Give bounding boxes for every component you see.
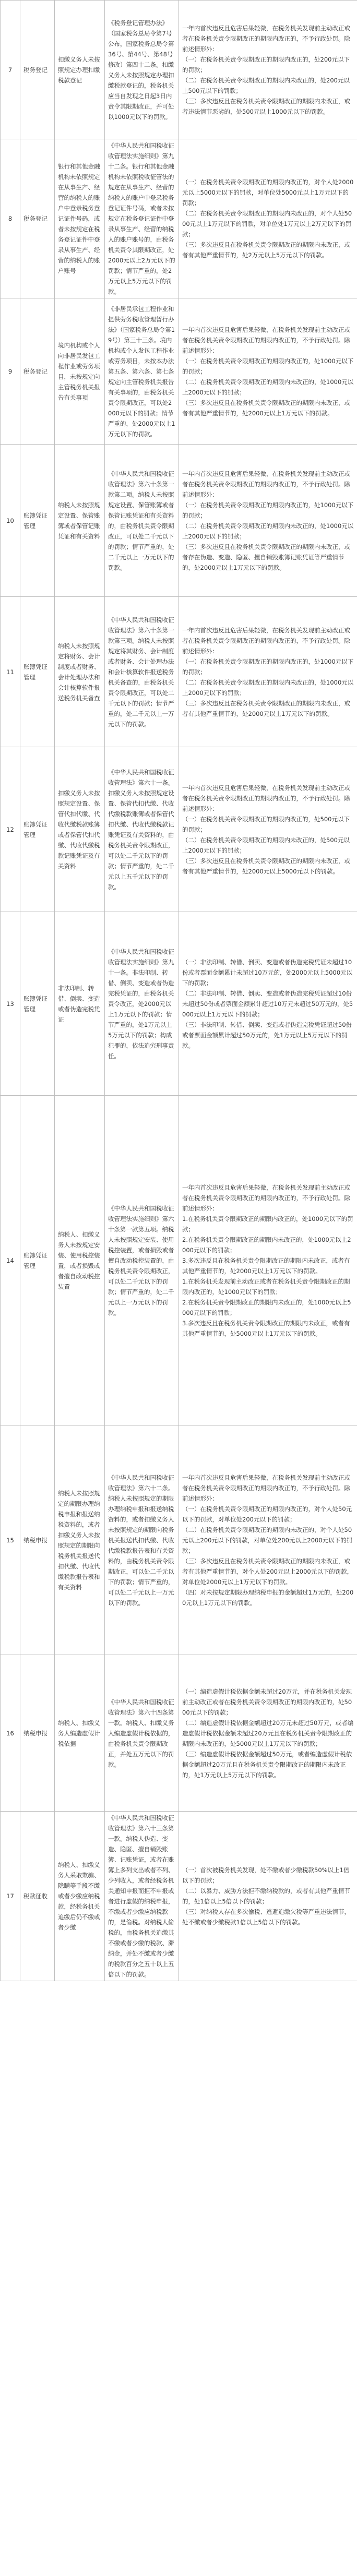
table-row [1, 1425, 357, 1655]
penalty-clause: 3.多次违反且在税务机关责令限期改正的期限内未改正，或者有其他严重情节的，处2000元以上1万元以下的罚款。 [182, 1256, 350, 1275]
violation-circumstance: 境内机构或个人向非居民发包工程作业或劳务项目，未按规定向主管税务机关报告有关事项 [55, 298, 105, 445]
row-number: 8 [1, 139, 20, 298]
penalty-standard [179, 1, 357, 139]
penalty-standard [179, 445, 357, 597]
penalty-clause: （二）非法印制、转借、倒卖、变造或者伪造完税凭证超过10份未超过50份或者票面金额累计超过10万元未超过50万元的，处5000元以上1万元以下的罚款； [182, 989, 353, 1018]
penalty-clause: （四）对未按规定期限办理纳税申报的金额超过1万元的，处2000元以上1万元以下的罚款。 [182, 1588, 354, 1607]
table-row [1, 1812, 357, 1981]
penalty-clause: （二）在税务机关责令限期改正的期限内未改正的，处500元以上2000元以下的罚款； [182, 836, 350, 854]
penalty-clause: （三）多次违反且在税务机关责令限期改正的期限内未改正，或者有其他严重情节的，处2万元以上5万元以下的罚款。 [182, 241, 350, 259]
legal-basis: 《税务登记管理办法》（国家税务总局令第7号公布，国家税务总局令第36号、第44号、第48号修改）第四十二条。扣缴义务人未按照规定办理扣缴税款登记的，税务机关应当自发现之日起3日内责令其限期改正，并可处以1000元以下的罚款。 [105, 1, 179, 139]
violation-category: 纳税申报 [20, 1655, 55, 1812]
penalty-clause: （三）对纳税人存在多次偷税、逃避追缴欠税等严重违法情节，处不缴或者少缴税款1倍以上5倍以下的罚款。 [182, 1908, 350, 1926]
penalty-clause: （二）以暴力、威胁方法拒不缴纳税款的，或者有其他严重情节的，处1倍以上5倍以下的罚款； [182, 1887, 350, 1905]
table-row [1, 298, 357, 445]
penalty-clause: （一）非法印制、转借、倒卖、变造或者伪造完税凭证未超过10份或者票面金额累计未超过10万元的，处2000元以上5000元以下的罚款； [182, 958, 353, 987]
penalty-clause: 一年内首次违反且危害后果轻微，在税务机关发现前主动改正或者在税务机关责令限期改正的期限内改正的，不予行政处罚。除前述情形外： [182, 326, 350, 354]
penalty-standard [179, 912, 357, 1096]
table-row [1, 445, 357, 597]
penalty-clause: （三）多次违反且在税务机关责令限期改正的期限内未改正，或者有其他严重情节的，处2000元以上1万元以下的罚款。 [182, 399, 350, 417]
penalty-clause: （三）编造虚假计税依据金额超过50万元，或者编造虚假计税依据金额超过20万元且在税务机关责令限期改正的期限内未改正的，处1万元以上5万元以下的罚款。 [182, 1750, 352, 1779]
violation-category: 纳税申报 [20, 1425, 55, 1655]
violation-circumstance: 扣缴义务人未按照规定设置、保管代扣代缴、代收代缴税款账簿或者保管代扣代缴、代收代缴税款记账凭证及有关资料 [55, 747, 105, 912]
penalty-clause: 3.多次违反且在税务机关责令限期改正的期限内未改正，或者有其他严重情节的，处5000元以上1万元以下的罚款。 [182, 1319, 350, 1337]
violation-category: 账簿凭证管理 [20, 597, 55, 747]
penalty-clause: 一年内首次违反且危害后果轻微，在税务机关发现前主动改正或者在税务机关责令限期改正的期限内改正的，不予行政处罚。除前述情形外： [182, 626, 350, 655]
penalty-clause: 一年内首次违反且危害后果轻微，在税务机关发现前主动改正或者在税务机关责令限期改正的期限内改正的，不予行政处罚。除前述情形外： [182, 470, 350, 498]
row-number: 11 [1, 597, 20, 747]
table-row [1, 1, 357, 139]
penalty-clause: （一）在税务机关责令限期改正的期限内改正的，对个人处50元以下的罚款，对单位处200元以下的罚款； [182, 1505, 352, 1523]
legal-basis: 《中华人民共和国税收征收管理法》第六十二条。纳税人未按照规定的期限办理纳税申报和报送纳税资料的，或者扣缴义务人未按照规定的期限向税务机关报送代扣代缴、代收代缴税款报告表和有关资料的，由税务机关责令限期改正，可以处二千元以下的罚款；情节严重的，可以处二千元以上一万元以下的罚款。 [105, 1425, 179, 1655]
violation-circumstance: 纳税人、扣缴义务人未按规定安装、使用税控装置，或者损毁或者擅自改动税控装置 [55, 1096, 105, 1425]
penalty-standard [179, 597, 357, 747]
penalty-clause: （一）在税务机关责令限期改正的期限内改正的，处1000元以下的罚款； [182, 657, 354, 676]
penalty-clause: （一）在税务机关责令限期改正的期限内改正的，处1000元以下的罚款； [182, 501, 354, 519]
violation-category: 税款征收 [20, 1812, 55, 1981]
row-number: 7 [1, 1, 20, 139]
penalty-clause: 一年内首次违反且危害后果轻微，在税务机关发现前主动改正或者在税务机关责令限期改正的期限内改正的，不予行政处罚。除前述情形外： [182, 1183, 350, 1212]
violation-circumstance: 扣缴义务人未按照规定办理扣缴税款登记 [55, 1, 105, 139]
table-row [1, 1096, 357, 1425]
penalty-clause: （一）首次被税务机关发现，处不缴或者少缴税款50%以上1倍以下的罚款； [182, 1866, 350, 1884]
table-row [1, 597, 357, 747]
penalty-clause: （二）在税务机关责令限期改正的期限内未改正的，处200元以上500元以下的罚款； [182, 76, 350, 94]
penalty-clause: （二）在税务机关责令限期改正的期限内未改正的，处1000元以上2000元以下的罚款； [182, 378, 354, 396]
penalty-clause: 一年内首次违反且危害后果轻微，在税务机关发现前主动改正或者在税务机关责令限期改正的期限内改正的，不予行政处罚。除前述情形外： [182, 24, 350, 53]
violation-category: 税务登记 [20, 298, 55, 445]
penalty-clause: 2.在税务机关责令限期改正的期限内未改正的，处1000元以上2000元以下的罚款； [182, 1236, 351, 1254]
violation-category: 税务登记 [20, 1, 55, 139]
penalty-standard [179, 139, 357, 298]
row-number: 12 [1, 747, 20, 912]
penalty-clause: 1.在税务机关发现前主动改正或者在税务机关责令限期改正的期限内改正的，处1000元以下的罚款； [182, 1277, 350, 1296]
penalty-clause: （二）在税务机关责令限期改正的期限内未改正的，处1000元以上2000元以下的罚款； [182, 678, 354, 697]
violation-circumstance: 纳税人、扣缴义务人编造虚假计税依据 [55, 1655, 105, 1812]
legal-basis: 《中华人民共和国税收征收管理法》第六十条第一款第二项。纳税人未按照规定设置、保管账簿或者保管记账凭证和有关资料的，由税务机关责令限期改正，可以处二千元以下的罚款；情节严重的，处二千元以上一万元以下的罚款。 [105, 445, 179, 597]
row-number: 16 [1, 1655, 20, 1812]
penalty-clause: （三）多次违反且在税务机关责令限期改正的期限内未改正，或者存在伪造、变造、隐匿、擅自销毁账簿记账凭证等严重情节的，处2000元以上1万元以下的罚款。 [182, 543, 350, 571]
penalty-standard [179, 1425, 357, 1655]
row-number: 9 [1, 298, 20, 445]
legal-basis: 《中华人民共和国税收征收管理法》第六十一条。扣缴义务人未按照规定设置、保管代扣代缴、代收代缴税款账簿或者保管代扣代缴、代收代缴税款记账凭证及有关资料的，由税务机关责令限期改正，可以处二千元以下的罚款；情节严重的，处二千元以上五千元以下的罚款。 [105, 747, 179, 912]
penalty-clause: （一）在税务机关责令限期改正的期限内改正的，处1000元以下的罚款； [182, 357, 354, 375]
penalty-clause: （一）在税务机关责令限期改正的期限内改正的，处500元以下的罚款； [182, 815, 350, 833]
penalty-clause: （二）在税务机关责令限期改正的期限内未改正的，对个人处50元以上200元以下的罚款，对单位处200元以上2000元以下的罚款； [182, 1526, 353, 1554]
row-number: 13 [1, 912, 20, 1096]
violation-category: 账簿凭证管理 [20, 912, 55, 1096]
table-row [1, 1655, 357, 1812]
violation-category: 账簿凭证管理 [20, 747, 55, 912]
violation-category: 账簿凭证管理 [20, 1096, 55, 1425]
violation-circumstance: 纳税人未按照规定的期限办理纳税申报和报送纳税资料的，或者扣缴义务人未按照规定的期限向税务机关报送代扣代缴、代收代缴税款报告表和有关资料 [55, 1425, 105, 1655]
penalty-clause: 一年内首次违反且危害后果轻微，在税务机关发现前主动改正或者在税务机关责令限期改正的期限内改正的，不予行政处罚。除前述情形外： [182, 1473, 350, 1502]
penalty-clause: （一）在税务机关责令限期改正的期限内改正的，对个人处2000元以上5000元以下的罚款，对单位处5000元以上1万元以下的罚款； [182, 178, 354, 207]
row-number: 17 [1, 1812, 20, 1981]
legal-basis: 《中华人民共和国税收征收管理法》第六十三条第一款。纳税人伪造、变造、隐匿、擅自销毁账簿、记账凭证，或者在账簿上多列支出或者不列、少列收入，或者经税务机关通知申报而拒不申报或者进行虚假的纳税申报，不缴或者少缴应纳税款的，是偷税。对纳税人偷税的，由税务机关追缴其不缴或者少缴的税款、滞纳金，并处不缴或者少缴的税款百分之五十以上五倍以下的罚款。 [105, 1812, 179, 1981]
row-number: 10 [1, 445, 20, 597]
violation-circumstance: 银行和其他金融机构未依照规定在从事生产、经营的纳税人的账户中登录税务登记证件号码，或者未按规定在税务登记证件中登录从事生产、经营的纳税人的账户账号 [55, 139, 105, 298]
violation-category: 税务登记 [20, 139, 55, 298]
violation-circumstance: 纳税人未按照规定设置、保管账簿或者保管记账凭证和有关资料 [55, 445, 105, 597]
legal-basis: 《中华人民共和国税收征收管理法实施细则》第九十二条。银行和其他金融机构未依照税收征管法的规定在从事生产、经营的纳税人的账户中登录税务登记证件号码，或者未按规定在税务登记证件中登录从事生产、经营的纳税人的账户账号的，由税务机关责令其限期改正，处2000元以上2万元以下的罚款；情节严重的，处2万元以上5万元以下的罚款。 [105, 139, 179, 298]
table-row [1, 912, 357, 1096]
table-row [1, 139, 357, 298]
penalty-standard [179, 747, 357, 912]
violation-circumstance: 非法印制、转借、倒卖、变造或者伪造完税凭证 [55, 912, 105, 1096]
penalty-clause: （一）编造虚假计税依据金额未超过20万元，并在税务机关发现前主动改正或者在税务机关责令限期改正的期限内改正的，处5000元以下的罚款； [182, 1687, 352, 1716]
violation-circumstance: 纳税人、扣缴义务人采取欺骗、隐瞒等手段不缴或者少缴应纳税款，经税务机关追缴后仍不缴或者少缴 [55, 1812, 105, 1981]
row-number: 15 [1, 1425, 20, 1655]
legal-basis: 《中华人民共和国税收征收管理法》第六十四条第一款。纳税人、扣缴义务人编造虚假计税依据的，由税务机关责令限期改正，并处五万元以下的罚款。 [105, 1655, 179, 1812]
penalty-clause: （二）编造虚假计税依据金额超过20万元未超过50万元，或者编造虚假计税依据金额未超过20万元且在税务机关责令限期改正的期限内未改正的，处5000元以上1万元以下的罚款； [182, 1719, 354, 1747]
penalty-clause: 一年内首次违反且危害后果轻微，在税务机关发现前主动改正或者在税务机关责令限期改正的期限内改正的，不予行政处罚。除前述情形外： [182, 784, 350, 812]
penalty-table-body [1, 1, 357, 1981]
penalty-clause: 2.在税务机关责令限期改正的期限内未改正的，处1000元以上5000元以下的罚款； [182, 1298, 351, 1316]
penalty-clause: 1.在税务机关责令限期改正的期限内改正的，处1000元以下的罚款； [182, 1215, 353, 1233]
table-row [1, 747, 357, 912]
legal-basis: 《中华人民共和国税收征收管理法》第六十条第一款第三项。纳税人未按照规定将其财务、会计制度或者财务、会计处理办法和会计核算软件报送税务机关备查的，由税务机关责令限期改正，可以处二千元以下的罚款；情节严重的，处二千元以上一万元以下的罚款。 [105, 597, 179, 747]
row-number: 14 [1, 1096, 20, 1425]
legal-basis: 《非居民承包工程作业和提供劳务税收管理暂行办法》（国家税务总局令第19号）第三十三条。境内机构或个人发包工程作业或劳务项目，未按本办法第五条、第六条、第七条规定向主管税务机关报告有关事项的，由税务机关责令限期改正，可以处2000元以下的罚款；情节严重的，处2000元以上1万元以下的罚款。 [105, 298, 179, 445]
violation-category: 账簿凭证管理 [20, 445, 55, 597]
penalty-clause: （三）多次违反且在税务机关责令限期改正的期限内未改正，或者违法情节恶劣的，处500元以上1000元以下的罚款。 [182, 97, 350, 115]
penalty-clause: （二）在税务机关责令限期改正的期限内未改正的，对个人处5000元以上1万元以下的罚款，对单位处1万元以上2万元以下的罚款； [182, 210, 352, 238]
legal-basis: 《中华人民共和国税收征收管理法实施细则》第六十条第一款第五项。纳税人未按照规定安装、使用税控装置，或者损毁或者擅自改动税控装置的，由税务机关责令限期改正，可以处二千元以下的罚款；情节严重的，处二千元以上一万元以下的罚款。 [105, 1096, 179, 1425]
penalty-clause: （三）多次违反且在税务机关责令限期改正的期限内未改正，或者有其他严重情节的，处2000元以上5000元以下的罚款。 [182, 857, 350, 875]
legal-basis: 《中华人民共和国税收征收管理法实施细则》第九十一条。非法印制、转借、倒卖、变造或者伪造完税凭证的，由税务机关责令改正，处2000元以上1万元以下的罚款；情节严重的，处1万元以上5万元以下的罚款；构成犯罪的，依法追究刑事责任。 [105, 912, 179, 1096]
penalty-clause: （三）多次违反且在税务机关责令限期改正的期限内未改正，或者有其他严重情节的，对个人处200元以上2000元以下的罚款，对单位处2000元以上1万元以下的罚款。 [182, 1557, 353, 1586]
penalty-standard [179, 1655, 357, 1812]
violation-circumstance: 纳税人未按照规定将财务、会计制度或者财务、会计处理办法和会计核算软件报送税务机关备查 [55, 597, 105, 747]
penalty-clause: （一）在税务机关责令限期改正的期限内改正的，处200元以下的罚款； [182, 55, 350, 74]
penalty-standard [179, 1812, 357, 1981]
penalty-standard [179, 298, 357, 445]
penalty-clause: （二）在税务机关责令限期改正的期限内未改正的，处1000元以上2000元以下的罚款； [182, 522, 354, 540]
penalty-standard [179, 1096, 357, 1425]
penalty-clause: （三）多次违反且在税务机关责令限期改正的期限内未改正，或者有其他严重情节的，处2000元以上1万元以下的罚款。 [182, 699, 350, 717]
penalty-clause: （三）非法印制、转借、倒卖、变造或者伪造完税凭证超过50份或者票面金额累计超过50万元的，处1万元以上5万元以下的罚款。 [182, 1021, 352, 1049]
